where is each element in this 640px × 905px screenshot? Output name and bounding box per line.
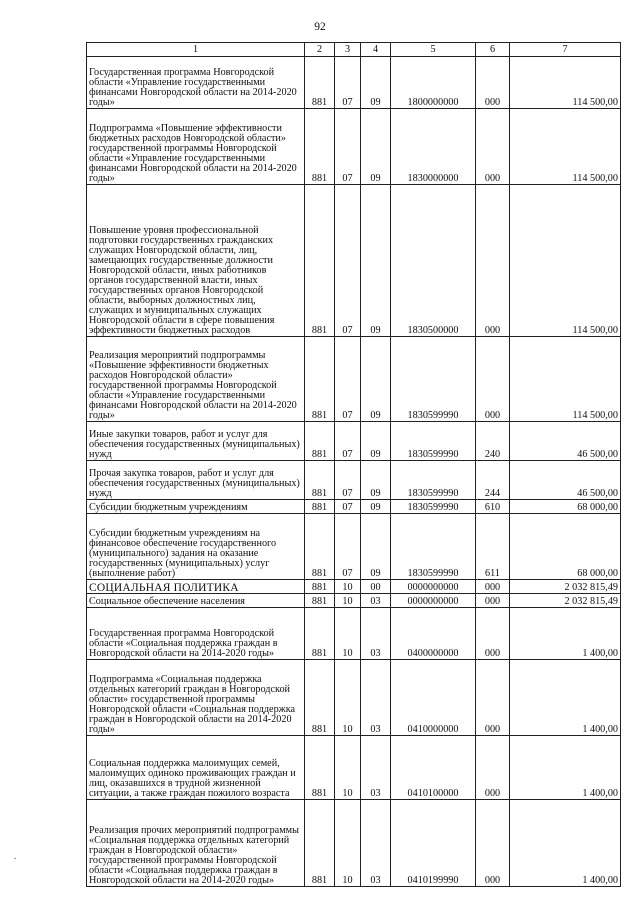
cell-csr: 1800000000 xyxy=(391,57,476,109)
table-row xyxy=(87,500,621,514)
cell-amount: 1 400,00 xyxy=(510,736,621,800)
table-row xyxy=(87,580,621,594)
margin-mark xyxy=(14,858,16,859)
column-header-amount: 7 xyxy=(510,43,621,57)
cell-name: Повышение уровня профессиональной подготовки государственных гражданских служащих Новгородской области, лиц, замещающих государственные должности Новгородской области, иных работников органов государственной власти, иных государственных органов Новгородской области, выборных должностных лиц, служащих и муниципальных служащих Новгородской области в сфере повышения эффективности бюджетных расходов xyxy=(87,185,305,337)
cell-name: Субсидии бюджетным учреждениям xyxy=(87,500,305,514)
cell-rz: 07 xyxy=(335,109,361,185)
table-row xyxy=(87,185,621,337)
cell-pr: 00 xyxy=(361,580,391,594)
cell-vr: 000 xyxy=(476,109,510,185)
cell-amount: 114 500,00 xyxy=(510,337,621,422)
cell-csr: 0000000000 xyxy=(391,580,476,594)
cell-pr: 03 xyxy=(361,608,391,660)
cell-rz: 07 xyxy=(335,514,361,580)
cell-amount: 2 032 815,49 xyxy=(510,594,621,608)
cell-ved: 881 xyxy=(305,57,335,109)
table-row xyxy=(87,57,621,109)
cell-rz: 10 xyxy=(335,608,361,660)
cell-vr: 000 xyxy=(476,337,510,422)
cell-amount: 1 400,00 xyxy=(510,608,621,660)
cell-ved: 881 xyxy=(305,461,335,500)
table-row xyxy=(87,800,621,887)
table-row xyxy=(87,514,621,580)
cell-rz: 07 xyxy=(335,185,361,337)
cell-rz: 07 xyxy=(335,337,361,422)
cell-amount: 1 400,00 xyxy=(510,660,621,736)
cell-vr: 000 xyxy=(476,57,510,109)
cell-vr: 000 xyxy=(476,608,510,660)
cell-name: Государственная программа Новгородской области «Социальная поддержка граждан в Новгородской области на 2014-2020 годы» xyxy=(87,608,305,660)
column-header-csr: 5 xyxy=(391,43,476,57)
column-header-vr: 6 xyxy=(476,43,510,57)
cell-vr: 244 xyxy=(476,461,510,500)
cell-name: СОЦИАЛЬНАЯ ПОЛИТИКА xyxy=(87,580,305,594)
table-row xyxy=(87,594,621,608)
cell-ved: 881 xyxy=(305,337,335,422)
cell-vr: 000 xyxy=(476,660,510,736)
table-row xyxy=(87,109,621,185)
cell-vr: 240 xyxy=(476,422,510,461)
cell-pr: 03 xyxy=(361,660,391,736)
cell-rz: 07 xyxy=(335,422,361,461)
cell-pr: 09 xyxy=(361,461,391,500)
cell-csr: 0000000000 xyxy=(391,594,476,608)
cell-pr: 03 xyxy=(361,736,391,800)
cell-ved: 881 xyxy=(305,185,335,337)
cell-amount: 114 500,00 xyxy=(510,57,621,109)
column-header-pr: 4 xyxy=(361,43,391,57)
cell-name: Реализация мероприятий подпрограммы «Повышение эффективности бюджетных расходов Новгородской области» государственной программы Новгородской области «Управление государственными финансами Новгородской области на 2014-2020 годы» xyxy=(87,337,305,422)
cell-ved: 881 xyxy=(305,608,335,660)
cell-ved: 881 xyxy=(305,109,335,185)
cell-amount: 1 400,00 xyxy=(510,800,621,887)
cell-vr: 611 xyxy=(476,514,510,580)
cell-pr: 09 xyxy=(361,422,391,461)
cell-rz: 07 xyxy=(335,57,361,109)
cell-csr: 0410199990 xyxy=(391,800,476,887)
table-row xyxy=(87,461,621,500)
column-header-ved: 2 xyxy=(305,43,335,57)
cell-name: Реализация прочих мероприятий подпрограммы «Социальная поддержка отдельных категорий граждан в Новгородской области» государственной программы Новгородской области «Социальная поддержка граждан в Новгородской области на 2014-2020 годы» xyxy=(87,800,305,887)
cell-ved: 881 xyxy=(305,800,335,887)
cell-rz: 10 xyxy=(335,594,361,608)
cell-pr: 03 xyxy=(361,800,391,887)
cell-name: Подпрограмма «Повышение эффективности бюджетных расходов Новгородской области» государственной программы Новгородской области «Управление государственными финансами Новгородской области на 2014-2020 годы» xyxy=(87,109,305,185)
cell-csr: 0410000000 xyxy=(391,660,476,736)
cell-rz: 07 xyxy=(335,500,361,514)
table-row xyxy=(87,422,621,461)
cell-csr: 1830599990 xyxy=(391,514,476,580)
cell-ved: 881 xyxy=(305,594,335,608)
cell-name: Прочая закупка товаров, работ и услуг для обеспечения государственных (муниципальных) нужд xyxy=(87,461,305,500)
cell-name: Иные закупки товаров, работ и услуг для обеспечения государственных (муниципальных) нужд xyxy=(87,422,305,461)
cell-name: Государственная программа Новгородской области «Управление государственными финансами Новгородской области на 2014-2020 годы» xyxy=(87,57,305,109)
cell-pr: 09 xyxy=(361,185,391,337)
column-header-name: 1 xyxy=(87,43,305,57)
cell-name: Подпрограмма «Социальная поддержка отдельных категорий граждан в Новгородской области» государственной программы Новгородской области «Социальная поддержка граждан в Новгородской области на 2014-2020 годы» xyxy=(87,660,305,736)
cell-ved: 881 xyxy=(305,736,335,800)
cell-csr: 1830500000 xyxy=(391,185,476,337)
cell-ved: 881 xyxy=(305,514,335,580)
cell-amount: 68 000,00 xyxy=(510,514,621,580)
cell-vr: 000 xyxy=(476,185,510,337)
cell-amount: 46 500,00 xyxy=(510,461,621,500)
cell-csr: 1830599990 xyxy=(391,422,476,461)
cell-amount: 114 500,00 xyxy=(510,109,621,185)
cell-vr: 000 xyxy=(476,800,510,887)
table-row xyxy=(87,660,621,736)
cell-pr: 09 xyxy=(361,109,391,185)
page-number: 92 xyxy=(314,21,326,33)
cell-ved: 881 xyxy=(305,422,335,461)
cell-rz: 10 xyxy=(335,660,361,736)
cell-rz: 10 xyxy=(335,580,361,594)
cell-vr: 610 xyxy=(476,500,510,514)
table-row xyxy=(87,736,621,800)
cell-rz: 07 xyxy=(335,461,361,500)
budget-table xyxy=(86,42,621,887)
table-header-row xyxy=(87,43,621,57)
table-row xyxy=(87,608,621,660)
cell-pr: 09 xyxy=(361,57,391,109)
cell-amount: 114 500,00 xyxy=(510,185,621,337)
cell-pr: 09 xyxy=(361,514,391,580)
cell-csr: 1830599990 xyxy=(391,500,476,514)
cell-ved: 881 xyxy=(305,660,335,736)
cell-csr: 0400000000 xyxy=(391,608,476,660)
cell-vr: 000 xyxy=(476,736,510,800)
cell-pr: 09 xyxy=(361,337,391,422)
table-row xyxy=(87,337,621,422)
cell-name: Социальное обеспечение населения xyxy=(87,594,305,608)
cell-csr: 1830599990 xyxy=(391,337,476,422)
cell-amount: 46 500,00 xyxy=(510,422,621,461)
cell-csr: 1830599990 xyxy=(391,461,476,500)
cell-amount: 68 000,00 xyxy=(510,500,621,514)
cell-csr: 0410100000 xyxy=(391,736,476,800)
cell-pr: 03 xyxy=(361,594,391,608)
cell-name: Субсидии бюджетным учреждениям на финансовое обеспечение государственного (муниципального) задания на оказание государственных (муниципальных) услуг (выполнение работ) xyxy=(87,514,305,580)
cell-name: Социальная поддержка малоимущих семей, малоимущих одиноко проживающих граждан и лиц, оказавшихся в трудной жизненной ситуации, а также граждан пожилого возраста xyxy=(87,736,305,800)
cell-rz: 10 xyxy=(335,800,361,887)
cell-rz: 10 xyxy=(335,736,361,800)
cell-ved: 881 xyxy=(305,500,335,514)
cell-pr: 09 xyxy=(361,500,391,514)
cell-vr: 000 xyxy=(476,594,510,608)
column-header-rz: 3 xyxy=(335,43,361,57)
cell-amount: 2 032 815,49 xyxy=(510,580,621,594)
cell-csr: 1830000000 xyxy=(391,109,476,185)
cell-ved: 881 xyxy=(305,580,335,594)
cell-vr: 000 xyxy=(476,580,510,594)
